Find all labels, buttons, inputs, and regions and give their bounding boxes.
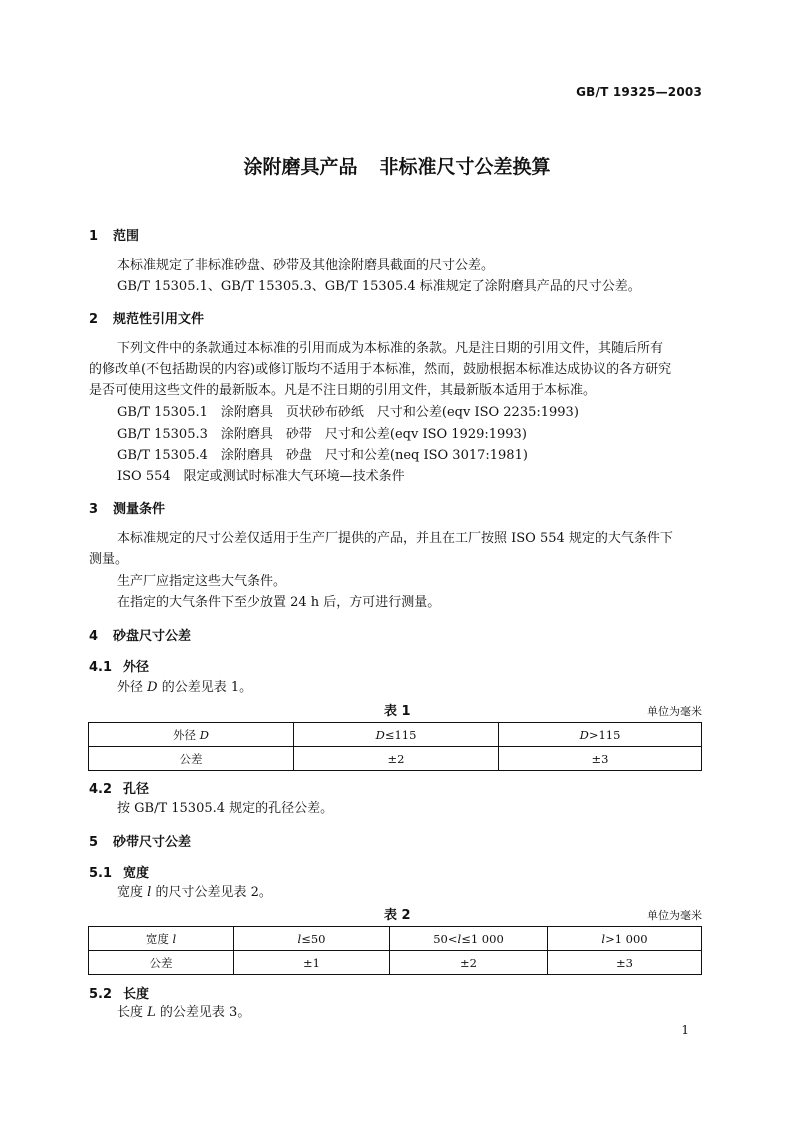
document-title [0,152,794,179]
section-2-heading [89,308,204,327]
table-cell: ±2 [294,747,499,771]
table-cell: ±3 [499,747,702,771]
section-3-heading [89,498,165,517]
section-number: 2 [89,312,99,327]
section-3-line-2: 测量。 [89,552,129,567]
section-title: 测量条件 [113,502,166,517]
subsection-title: 长度 [123,987,150,1002]
section-1-paragraph-1: 本标准规定了非标准砂盘、砂带及其他涂附磨具截面的尺寸公差。 [117,258,495,273]
subsection-title: 孔径 [123,782,150,797]
section-title: 砂带尺寸公差 [113,835,192,850]
section-1-paragraph-2: GB/T 15305.1、GB/T 15305.3、GB/T 15305.4 标准规定了涂附磨具产品的尺寸公差。 [117,279,641,294]
section-5-heading [89,831,191,850]
title-part-1: 涂附磨具产品 [243,156,358,178]
section-4-2-heading [89,778,149,797]
section-number: 4 [89,629,99,644]
table-cell: D>115 [499,723,702,747]
standard-code: GB/T 19325—2003 [576,85,702,99]
table-cell: l>1 000 [548,927,702,951]
section-4-heading [89,625,191,644]
page-number: 1 [681,1023,689,1037]
table-2 [88,926,702,975]
table-row [89,723,702,747]
section-title: 砂盘尺寸公差 [113,629,192,644]
section-number: 3 [89,502,99,517]
reference-item: GB/T 15305.3 涂附磨具 砂带 尺寸和公差(eqv ISO 1929:1993) [117,427,527,442]
table-cell: 宽度 l [89,927,234,951]
table-cell: 外径 D [89,723,294,747]
table-1-caption: 表 1 [384,704,411,719]
table-cell: D≤115 [294,723,499,747]
section-1-heading [89,225,139,244]
subsection-title: 宽度 [123,866,150,881]
table-cell: 公差 [89,951,234,975]
section-5-1-heading [89,862,149,881]
table-cell: ±2 [390,951,548,975]
section-3-line-1: 本标准规定的尺寸公差仅适用于生产厂提供的产品，并且在工厂按照 ISO 554 规定的大气条件下 [117,531,673,546]
table-1 [88,722,702,771]
subsection-title: 外径 [123,660,150,675]
section-4-1-text: 外径 D 的公差见表 1。 [117,680,253,695]
table-2-caption: 表 2 [384,908,411,923]
subsection-number: 5.1 [89,866,113,881]
title-part-2: 非标准尺寸公差换算 [379,156,551,178]
table-cell: l≤50 [234,927,390,951]
subsection-number: 5.2 [89,987,113,1002]
table-cell: 公差 [89,747,294,771]
section-2-line-2: 的修改单(不包括勘误的内容)或修订版均不适用于本标准，然而，鼓励根据本标准达成协议的各方研究 [89,362,672,377]
section-5-2-text: 长度 L 的公差见表 3。 [117,1005,251,1020]
section-2-line-3: 是否可使用这些文件的最新版本。凡是不注日期的引用文件，其最新版本适用于本标准。 [89,383,597,398]
section-2-line-1: 下列文件中的条款通过本标准的引用而成为本标准的条款。凡是注日期的引用文件，其随后所有 [117,341,664,356]
section-3-paragraph-3: 在指定的大气条件下至少放置 24 h 后，方可进行测量。 [117,595,441,610]
table-row [89,747,702,771]
section-3-paragraph-2: 生产厂应指定这些大气条件。 [117,574,287,589]
table-cell: ±1 [234,951,390,975]
section-4-1-heading [89,656,149,675]
section-5-1-text: 宽度 l 的尺寸公差见表 2。 [117,885,272,900]
reference-item: GB/T 15305.4 涂附磨具 砂盘 尺寸和公差(neq ISO 3017:1981) [117,448,528,463]
section-5-2-heading [89,983,149,1002]
table-2-unit: 单位为毫米 [647,909,702,922]
section-4-2-text: 按 GB/T 15305.4 规定的孔径公差。 [117,801,334,816]
subsection-number: 4.2 [89,782,113,797]
table-row [89,927,702,951]
table-1-unit: 单位为毫米 [647,705,702,718]
section-title: 规范性引用文件 [113,312,205,327]
table-cell: ±3 [548,951,702,975]
section-number: 1 [89,229,99,244]
table-row [89,951,702,975]
table-cell: 50<l≤1 000 [390,927,548,951]
reference-item: ISO 554 限定或测试时标准大气环境—技术条件 [117,469,405,484]
reference-item: GB/T 15305.1 涂附磨具 页状砂布砂纸 尺寸和公差(eqv ISO 2235:1993) [117,405,579,420]
subsection-number: 4.1 [89,660,113,675]
section-title: 范围 [113,229,140,244]
section-number: 5 [89,835,99,850]
